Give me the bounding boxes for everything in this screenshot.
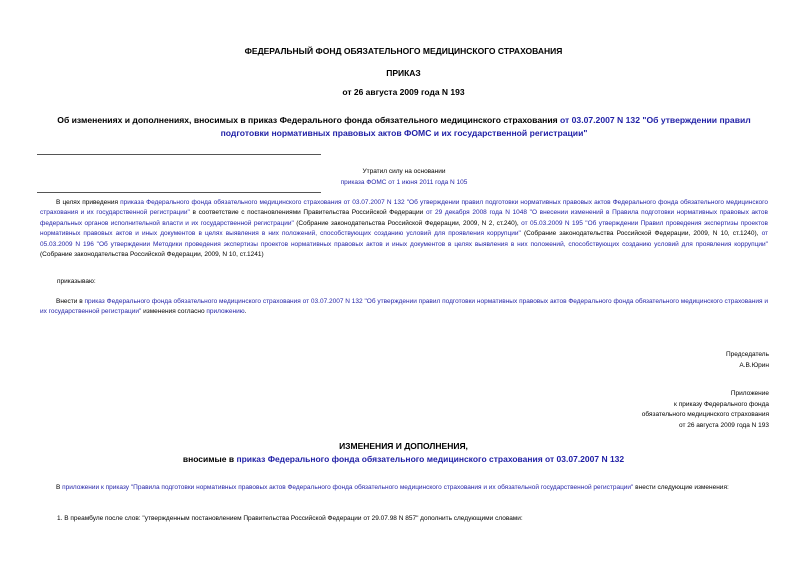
changes-text-2: внести следующие изменения: — [633, 484, 729, 491]
changes-subtitle — [0, 453, 807, 466]
changes-subtitle-text: вносимые в — [182, 454, 237, 464]
instruction-text-3: . — [244, 308, 247, 316]
preamble-link-order-132[interactable]: приказа Федерального фонда обязательного медицинского страхования от 03.07.2007 N 132 "Об утверждении правил подготовки нормативных правовых актов Федерального фонда обязательного медицинского страхования и их государственной регистрации" — [40, 199, 768, 217]
appendix-block — [569, 389, 769, 431]
expired-notice-link[interactable]: приказа ФОМС от 1 июня 2011 года N 105 — [340, 179, 468, 186]
item-1: 1. В преамбуле после слов: "утвержденным постановлением Правительства Российской Федерации от 29.07.98 N 857" дополнить следующими словами: — [57, 515, 523, 522]
signature-name: А.В.Юрин — [739, 362, 769, 369]
document-heading — [40, 114, 768, 140]
signature-block — [569, 349, 769, 371]
decree-word: приказываю: — [57, 278, 96, 285]
changes-title: ИЗМЕНЕНИЯ И ДОПОЛНЕНИЯ, — [339, 441, 468, 451]
preamble-text-5: (Собрание законодательства Российской Федерации, 2009, N 10, ст.1241) — [40, 251, 264, 259]
heading-link[interactable]: от 03.07.2007 N 132 "Об утверждении правил подготовки нормативных правовых актов ФОМС и их государственной регистрации" — [220, 115, 751, 138]
instruction-paragraph — [40, 297, 768, 318]
signature-position: Председатель — [725, 351, 769, 358]
divider-top — [37, 154, 321, 155]
preamble-text-2: в соответствие с постановлениями Правительства Российской Федерации — [189, 209, 426, 217]
appendix-line-2: к приказу Федерального фонда — [674, 400, 769, 408]
preamble-link-decree-1048[interactable]: от 29 декабря 2008 года N 1048 "О внесении изменений в Правила подготовки нормативных правовых актов федеральных органов исполнительной власти и их государственной регистрации" — [40, 209, 769, 227]
heading-text: Об изменениях и дополнениях, вносимых в приказ Федерального фонда обязательного медицинского страхования — [57, 115, 561, 125]
document-date-number: от 26 августа 2009 года N 193 — [342, 87, 465, 97]
appendix-line-4: от 26 августа 2009 года N 193 — [678, 421, 769, 429]
changes-title-block — [0, 440, 807, 466]
appendix-line-1: Приложение — [730, 390, 769, 397]
instruction-text-1: Внести в — [56, 298, 85, 305]
appendix-line-3: обязательного медицинского страхования — [641, 411, 769, 418]
instruction-text-2: изменения согласно — [141, 308, 207, 316]
changes-link-appendix[interactable]: приложении к приказу "Правила подготовки нормативных правовых актов Федерального фонда обязательного медицинского страхования и их обязательной государственной регистрации" — [62, 484, 634, 491]
preamble-text-1: В целях приведения — [56, 199, 121, 206]
expired-notice-text: Утратил силу на основании — [362, 168, 446, 175]
instruction-link-order[interactable]: приказ Федерального фонда обязательного медицинского страхования от 03.07.2007 N 132 "Об утверждении правил подготовки нормативных правовых актов Федерального фонда обязательного медицинского страхования и их государственной регистрации" — [40, 298, 768, 316]
organization-name: ФЕДЕРАЛЬНЫЙ ФОНД ОБЯЗАТЕЛЬНОГО МЕДИЦИНСКОГО СТРАХОВАНИЯ — [244, 46, 563, 56]
preamble-text-4: (Собрание законодательства Российской Федерации, 2009, N 10, ст.1240), — [520, 230, 762, 238]
changes-text-1: В — [56, 484, 63, 491]
instruction-link-appendix[interactable]: приложению — [206, 308, 245, 316]
document-type: ПРИКАЗ — [386, 68, 421, 78]
preamble-link-decree-195[interactable]: от 05.03.2009 N 195 "Об утверждении Правил проведения экспертизы проектов нормативных правовых актов и иных документов в целях выявления в них положений, способствующих созданию условий для проявления коррупции" — [40, 219, 768, 238]
preamble-text-3: (Собрание законодательства Российской Федерации, 2009, N 2, ст.240), — [293, 219, 522, 227]
preamble-link-decree-196[interactable]: от 05.03.2009 N 196 "Об утверждении Методики проведения экспертизы проектов нормативных правовых актов и иных документов в целях выявления в них положений, способствующих созданию условий для проявления коррупции" — [40, 230, 769, 248]
expired-notice — [340, 166, 468, 188]
changes-paragraph — [40, 483, 768, 493]
changes-subtitle-link[interactable]: приказ Федерального фонда обязательного медицинского страхования от 03.07.2007 N 132 — [236, 454, 625, 464]
preamble-paragraph — [40, 198, 768, 260]
divider-bottom — [37, 192, 321, 193]
